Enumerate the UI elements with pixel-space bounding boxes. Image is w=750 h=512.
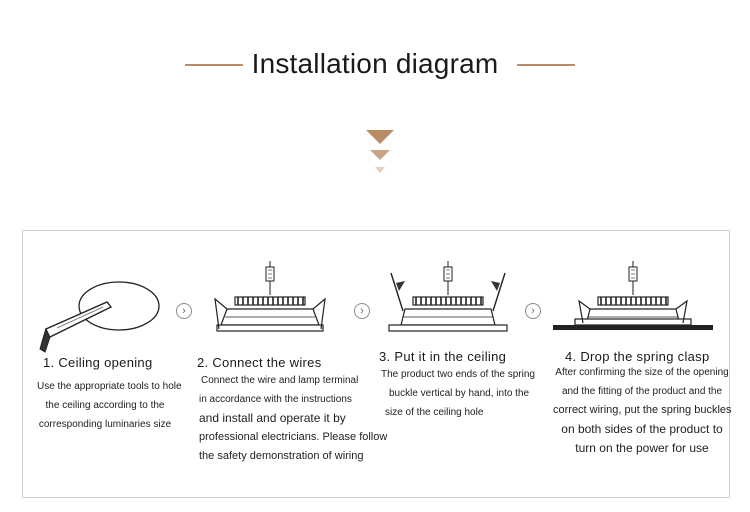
step-2-description-line: and install and operate it by [199,411,346,425]
step-2-description-line: in accordance with the instructions [199,394,352,405]
step-3-description-line: size of the ceiling hole [385,407,484,418]
downlight-insert-icon [383,259,513,341]
page-title: Installation diagram [251,48,499,79]
step-3-description-line: The product two ends of the spring [381,369,535,380]
step-4-description-line: and the fitting of the product and the [561,386,723,397]
step-1-description-line: Use the appropriate tools to hole [37,381,182,392]
step-4-description [553,363,731,458]
step-2-description-line: professional electricians. Please follow [199,431,388,443]
step-2-description [193,371,388,466]
step-3-description-line: buckle vertical by hand, into the [389,388,530,399]
step-4-description-line: turn on the power for use [575,441,709,455]
title-rule-right [517,64,575,66]
circle-arrow-right-icon: › [525,303,541,319]
installation-steps-panel [22,230,730,498]
step-1-description-line: corresponding luminaries size [38,419,172,430]
step-1-description [37,377,182,434]
step-1-description-line: the ceiling according to the [45,400,165,411]
step-3-description [375,365,535,422]
header [0,40,750,90]
downlight-wiring-icon [205,259,335,341]
step-2-title: 2. Connect the wires [197,355,322,370]
triple-chevron-down-icon [360,126,400,176]
step-2-description-line: the safety demonstration of wiring [199,450,364,462]
step-4-description-line: After confirming the size of the opening [555,367,729,378]
saw-cutting-ceiling-icon [37,273,167,353]
step-2-description-line: Connect the wire and lamp terminal [201,375,359,386]
step-4-description-line: on both sides of the product to [561,422,723,436]
step-4-description-line: correct wiring, put the spring buckles [553,404,732,416]
step-3-title: 3. Put it in the ceiling [379,349,507,364]
circle-arrow-right-icon: › [176,303,192,319]
circle-arrow-right-icon: › [354,303,370,319]
step-4-title: 4. Drop the spring clasp [565,349,710,364]
downlight-installed-icon [553,259,713,341]
step-1-title: 1. Ceiling opening [43,355,153,370]
